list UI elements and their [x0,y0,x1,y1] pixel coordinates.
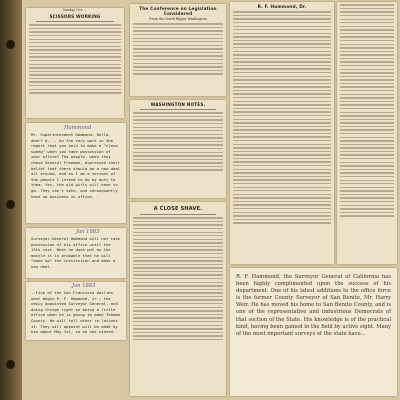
typed-note-possession [26,228,126,278]
clipping-far-right [337,2,397,264]
clipping-article-text: R. F. Hammond, the Surveyor General of California has been highly complimented upon the success of his department. One of his latest additions to the office force is the former County Surveyor of San Benito, Mr. Harry Weir. He has moved his home to San Benito County, and is one of the representative and industrious Democrats of that section of the State. His knowledge is of the practical kind, having been gained in the field by active sight. Many of the most important surveys of the state have... [236,274,391,337]
clipping-headline: The Conference on Legislation Considered [139,6,217,16]
typed-text: Mr. Superintendent Hammond: Hello, dear? A. -- On the very work in the report that you hold to make a "close sweep" when you take possession of your office? The people, when they chose General Freeman, expressed their belief that there should be a new deal all around, and as I am a servant of the people I intend to do my duty to them. Yes, the old girls will have to go. They can't vote, and consequently have no business in office. [31,132,121,199]
clipping-hammond-surveyor [230,268,397,396]
typed-text: --Five of the San Francisco dailies went begin R. F. Hammond, Jr., the newly appointed Surveyor General, and doing things right on being a little office when he is going to make Tehama County. He will tell other re-lations it. They will appoint will be made by him about May 1st, so he has stated. [31,290,121,335]
binding-strip [0,0,22,400]
clipping-title: R. F. Hammond, Dr. [257,4,307,9]
handwritten-date: Jan 1883 [76,229,100,235]
binding-hole [6,360,15,369]
clipping-close-shave [130,202,226,396]
typed-note-dailies [26,282,126,340]
clipping-dateline: Sunday, Oct. ... [62,8,88,12]
clipping-title: WASHINGTON NOTES. [150,102,206,107]
clipping-body-text [130,23,226,74]
clipping-right-column [230,2,334,264]
clipping-body-text [337,4,397,217]
divider [140,109,216,110]
binding-hole [6,200,15,209]
clipping-body-text [230,11,334,224]
typed-note-interview [26,123,126,223]
clipping-title: SCISSORS WORKING [49,14,101,19]
clipping-washington-notes [130,100,226,198]
clipping-conference [130,4,226,96]
typed-text: Surveyor-General Hammond will not take possession of his office until the 15th inst. When he does put on the mantle it is probable that he will "make up" the institution and make a new deal. [31,236,121,269]
handwritten-annotation: Hammond [64,125,92,131]
binding-hole [6,40,15,49]
clipping-title: A CLOSE SHAVE. [153,206,203,212]
divider [36,21,114,22]
clipping-scissors-working [26,8,124,118]
clipping-subhead: From the North Ripper Washington [149,17,207,21]
clipping-body-text [130,112,226,171]
divider [140,214,216,215]
clipping-body-text [26,24,124,93]
handwritten-date: Jan 1883 [72,283,96,289]
clipping-body-text [130,217,226,340]
